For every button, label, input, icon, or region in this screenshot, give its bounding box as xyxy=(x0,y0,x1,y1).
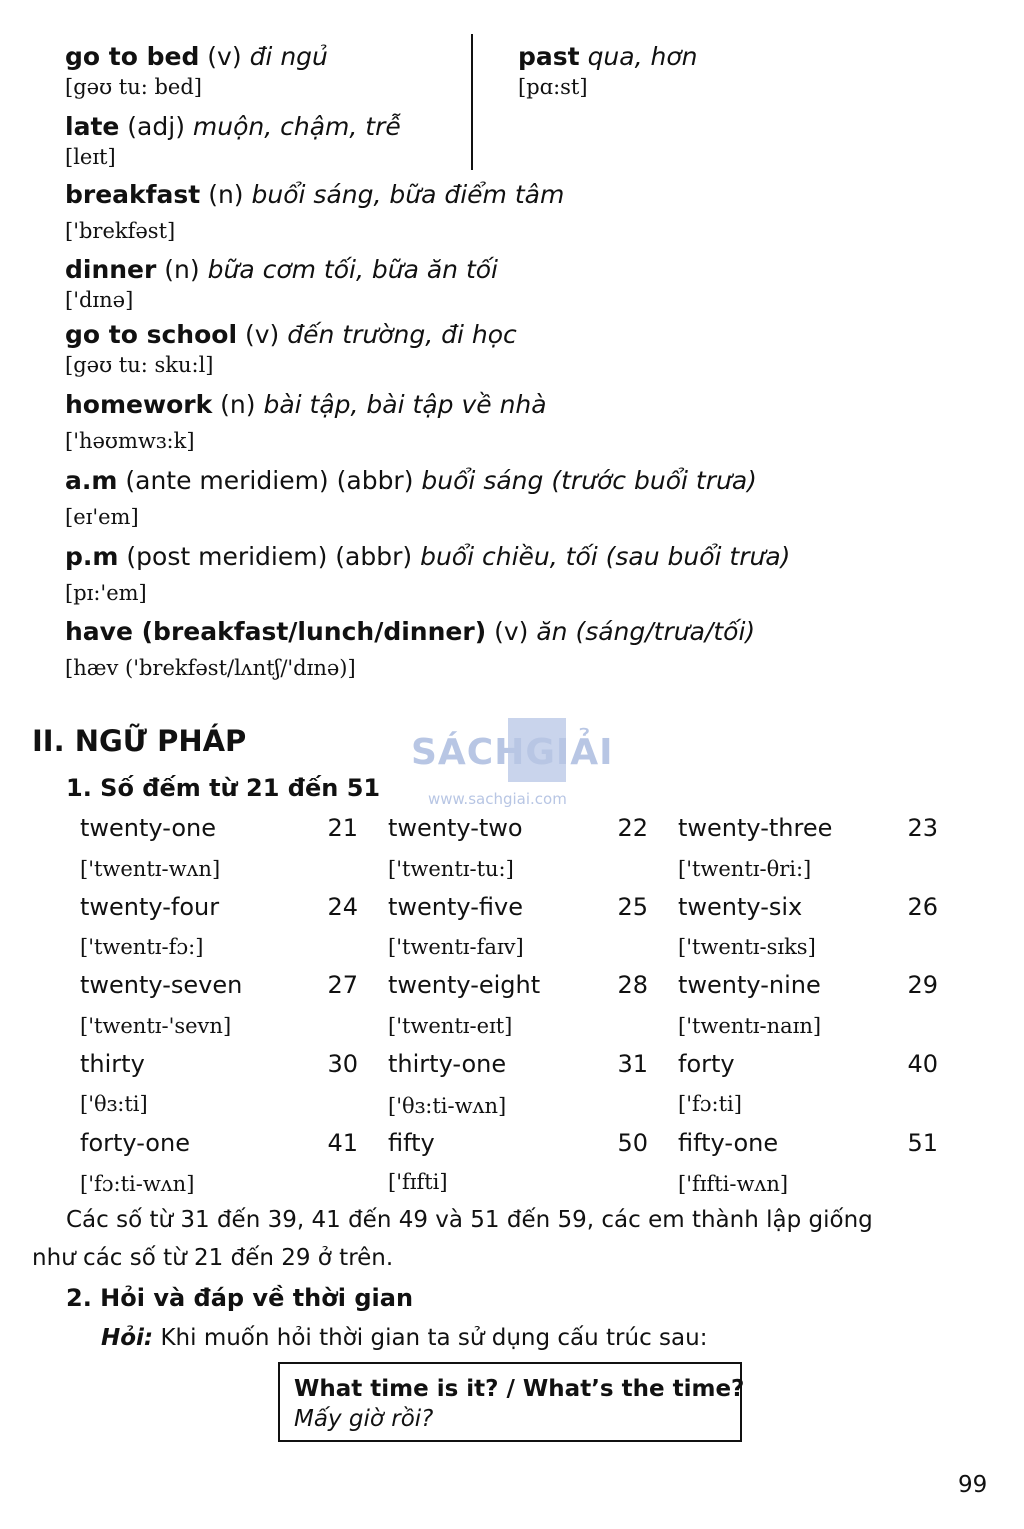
number-word: twenty-two xyxy=(388,814,523,842)
number-ipa: ['twentɪ-faɪv] xyxy=(388,935,524,959)
vocab-word: past xyxy=(518,42,580,71)
number-ipa: ['twentɪ-sɪks] xyxy=(678,935,816,959)
number-ipa: ['twentɪ-tu:] xyxy=(388,857,514,881)
number-value: 24 xyxy=(327,893,358,921)
number-word: twenty-eight xyxy=(388,971,541,999)
vocab-ipa: [gəʊ tu: sku:l] xyxy=(65,353,214,377)
number-ipa: ['fɪfti-wʌn] xyxy=(678,1172,789,1196)
number-word: twenty-three xyxy=(678,814,833,842)
vocab-pos: (v) xyxy=(486,617,537,646)
number-ipa: ['twentɪ-naɪn] xyxy=(678,1014,822,1038)
vocab-meaning: muộn, chậm, trễ xyxy=(192,112,401,141)
vocab-pos: (v) xyxy=(237,320,288,349)
vocab-word: dinner xyxy=(65,255,157,284)
vocab-pos: (post meridiem) (abbr) xyxy=(118,542,421,571)
number-value: 22 xyxy=(617,814,648,842)
vocab-ipa: ['dɪnə] xyxy=(65,288,134,312)
vocab-word: a.m xyxy=(65,466,118,495)
vocab-meaning: buổi sáng (trước buổi trưa) xyxy=(421,466,757,495)
vocab-ipa: [gəʊ tu: bed] xyxy=(65,75,202,99)
number-ipa: ['θɜ:ti] xyxy=(80,1092,148,1116)
vocab-ipa: [hæv ('brekfəst/lʌntʃ/'dɪnə)] xyxy=(65,656,356,680)
vocab-meaning: đến trường, đi học xyxy=(287,320,517,349)
number-word: twenty-one xyxy=(80,814,216,842)
vocab-meaning: qua, hơn xyxy=(587,42,698,71)
page-number: 99 xyxy=(958,1472,988,1498)
number-value: 28 xyxy=(617,971,648,999)
number-ipa: ['θɜ:ti-wʌn] xyxy=(388,1094,507,1118)
vocab-entry xyxy=(65,180,564,244)
number-value: 51 xyxy=(907,1129,938,1157)
number-word: twenty-five xyxy=(388,893,523,921)
number-ipa: ['fɔ:ti-wʌn] xyxy=(80,1172,195,1196)
number-value: 23 xyxy=(907,814,938,842)
number-ipa: ['fɔ:ti] xyxy=(678,1092,742,1116)
number-value: 21 xyxy=(327,814,358,842)
ask-line xyxy=(101,1320,707,1357)
vocab-pos: (n) xyxy=(156,255,208,284)
subsection-title: 1. Số đếm từ 21 đến 51 xyxy=(66,774,381,802)
ask-label: Hỏi: xyxy=(101,1325,154,1351)
vocab-meaning: buổi sáng, bữa điểm tâm xyxy=(251,180,565,209)
vocab-meaning: bữa cơm tối, bữa ăn tối xyxy=(207,255,499,284)
number-value: 41 xyxy=(327,1129,358,1157)
number-word: twenty-seven xyxy=(80,971,243,999)
vocab-pos: (v) xyxy=(199,42,250,71)
note-line: Các số từ 31 đến 39, 41 đến 49 và 51 đến 59, các em thành lập giống xyxy=(66,1207,873,1233)
ask-text: Khi muốn hỏi thời gian ta sử dụng cấu trúc sau: xyxy=(153,1325,708,1351)
number-ipa: ['twentɪ-fɔ:] xyxy=(80,935,204,959)
column-divider xyxy=(471,34,473,170)
vocab-pos: (n) xyxy=(200,180,252,209)
vocab-pos xyxy=(580,42,588,71)
number-word: thirty-one xyxy=(388,1050,507,1078)
number-word: twenty-six xyxy=(678,893,803,921)
vocab-meaning: ăn (sáng/trưa/tối) xyxy=(536,617,756,646)
number-value: 40 xyxy=(907,1050,938,1078)
vocab-entry xyxy=(65,466,757,530)
vocab-ipa: [eɪ'em] xyxy=(65,505,139,529)
vocab-entry xyxy=(65,542,790,606)
number-word: twenty-nine xyxy=(678,971,821,999)
structure-question: What time is it? / What’s the time? xyxy=(294,1376,745,1402)
vocab-entry xyxy=(65,617,755,681)
number-ipa: ['twentɪ-θri:] xyxy=(678,857,812,881)
vocab-word: have (breakfast/lunch/dinner) xyxy=(65,617,487,646)
vocab-word: p.m xyxy=(65,542,119,571)
vocab-meaning: bài tập, bài tập về nhà xyxy=(263,390,547,419)
vocab-ipa: [pɑ:st] xyxy=(518,75,588,99)
number-ipa: ['twentɪ-wʌn] xyxy=(80,857,221,881)
vocab-word: late xyxy=(65,112,120,141)
number-word: fifty xyxy=(388,1129,435,1157)
vocab-word: homework xyxy=(65,390,213,419)
structure-box xyxy=(278,1362,745,1442)
watermark-url: www.sachgiai.com xyxy=(428,790,567,808)
vocab-ipa: ['brekfəst] xyxy=(65,219,176,243)
note-line: như các số từ 21 đến 29 ở trên. xyxy=(32,1245,394,1271)
number-word: forty xyxy=(678,1050,735,1078)
number-value: 30 xyxy=(327,1050,358,1078)
vocab-entry xyxy=(518,42,697,100)
number-ipa: ['twentɪ-'sevn] xyxy=(80,1014,232,1038)
number-value: 50 xyxy=(617,1129,648,1157)
vocab-ipa: [pɪ:'em] xyxy=(65,581,147,605)
number-value: 31 xyxy=(617,1050,648,1078)
number-value: 27 xyxy=(327,971,358,999)
vocab-pos: (n) xyxy=(212,390,264,419)
number-ipa: ['twentɪ-eɪt] xyxy=(388,1014,513,1038)
section-title: II. NGỮ PHÁP xyxy=(32,724,247,758)
subsection-title: 2. Hỏi và đáp về thời gian xyxy=(66,1284,414,1312)
vocab-ipa: [leɪt] xyxy=(65,145,116,169)
vocab-entry xyxy=(65,320,517,378)
number-word: forty-one xyxy=(80,1129,190,1157)
number-value: 25 xyxy=(617,893,648,921)
number-word: twenty-four xyxy=(80,893,220,921)
watermark-brand: SÁCHGIẢI xyxy=(411,732,614,773)
vocab-pos: (adj) xyxy=(119,112,193,141)
vocab-ipa: ['həʊmwɜ:k] xyxy=(65,429,195,453)
vocab-word: breakfast xyxy=(65,180,201,209)
watermark-logo xyxy=(408,716,618,811)
number-word: thirty xyxy=(80,1050,145,1078)
vocab-meaning: đi ngủ xyxy=(249,42,328,71)
vocab-meaning: buổi chiều, tối (sau buổi trưa) xyxy=(420,542,791,571)
number-word: fifty-one xyxy=(678,1129,779,1157)
number-value: 26 xyxy=(907,893,938,921)
vocab-entry xyxy=(65,390,547,454)
structure-translation: Mấy giờ rồi? xyxy=(294,1406,434,1432)
vocab-word: go to school xyxy=(65,320,238,349)
number-value: 29 xyxy=(907,971,938,999)
vocab-entry xyxy=(65,112,401,170)
vocab-entry xyxy=(65,42,328,100)
vocab-pos: (ante meridiem) (abbr) xyxy=(117,466,422,495)
vocab-word: go to bed xyxy=(65,42,200,71)
number-ipa: ['fɪfti] xyxy=(388,1170,448,1194)
vocab-entry xyxy=(65,255,498,313)
